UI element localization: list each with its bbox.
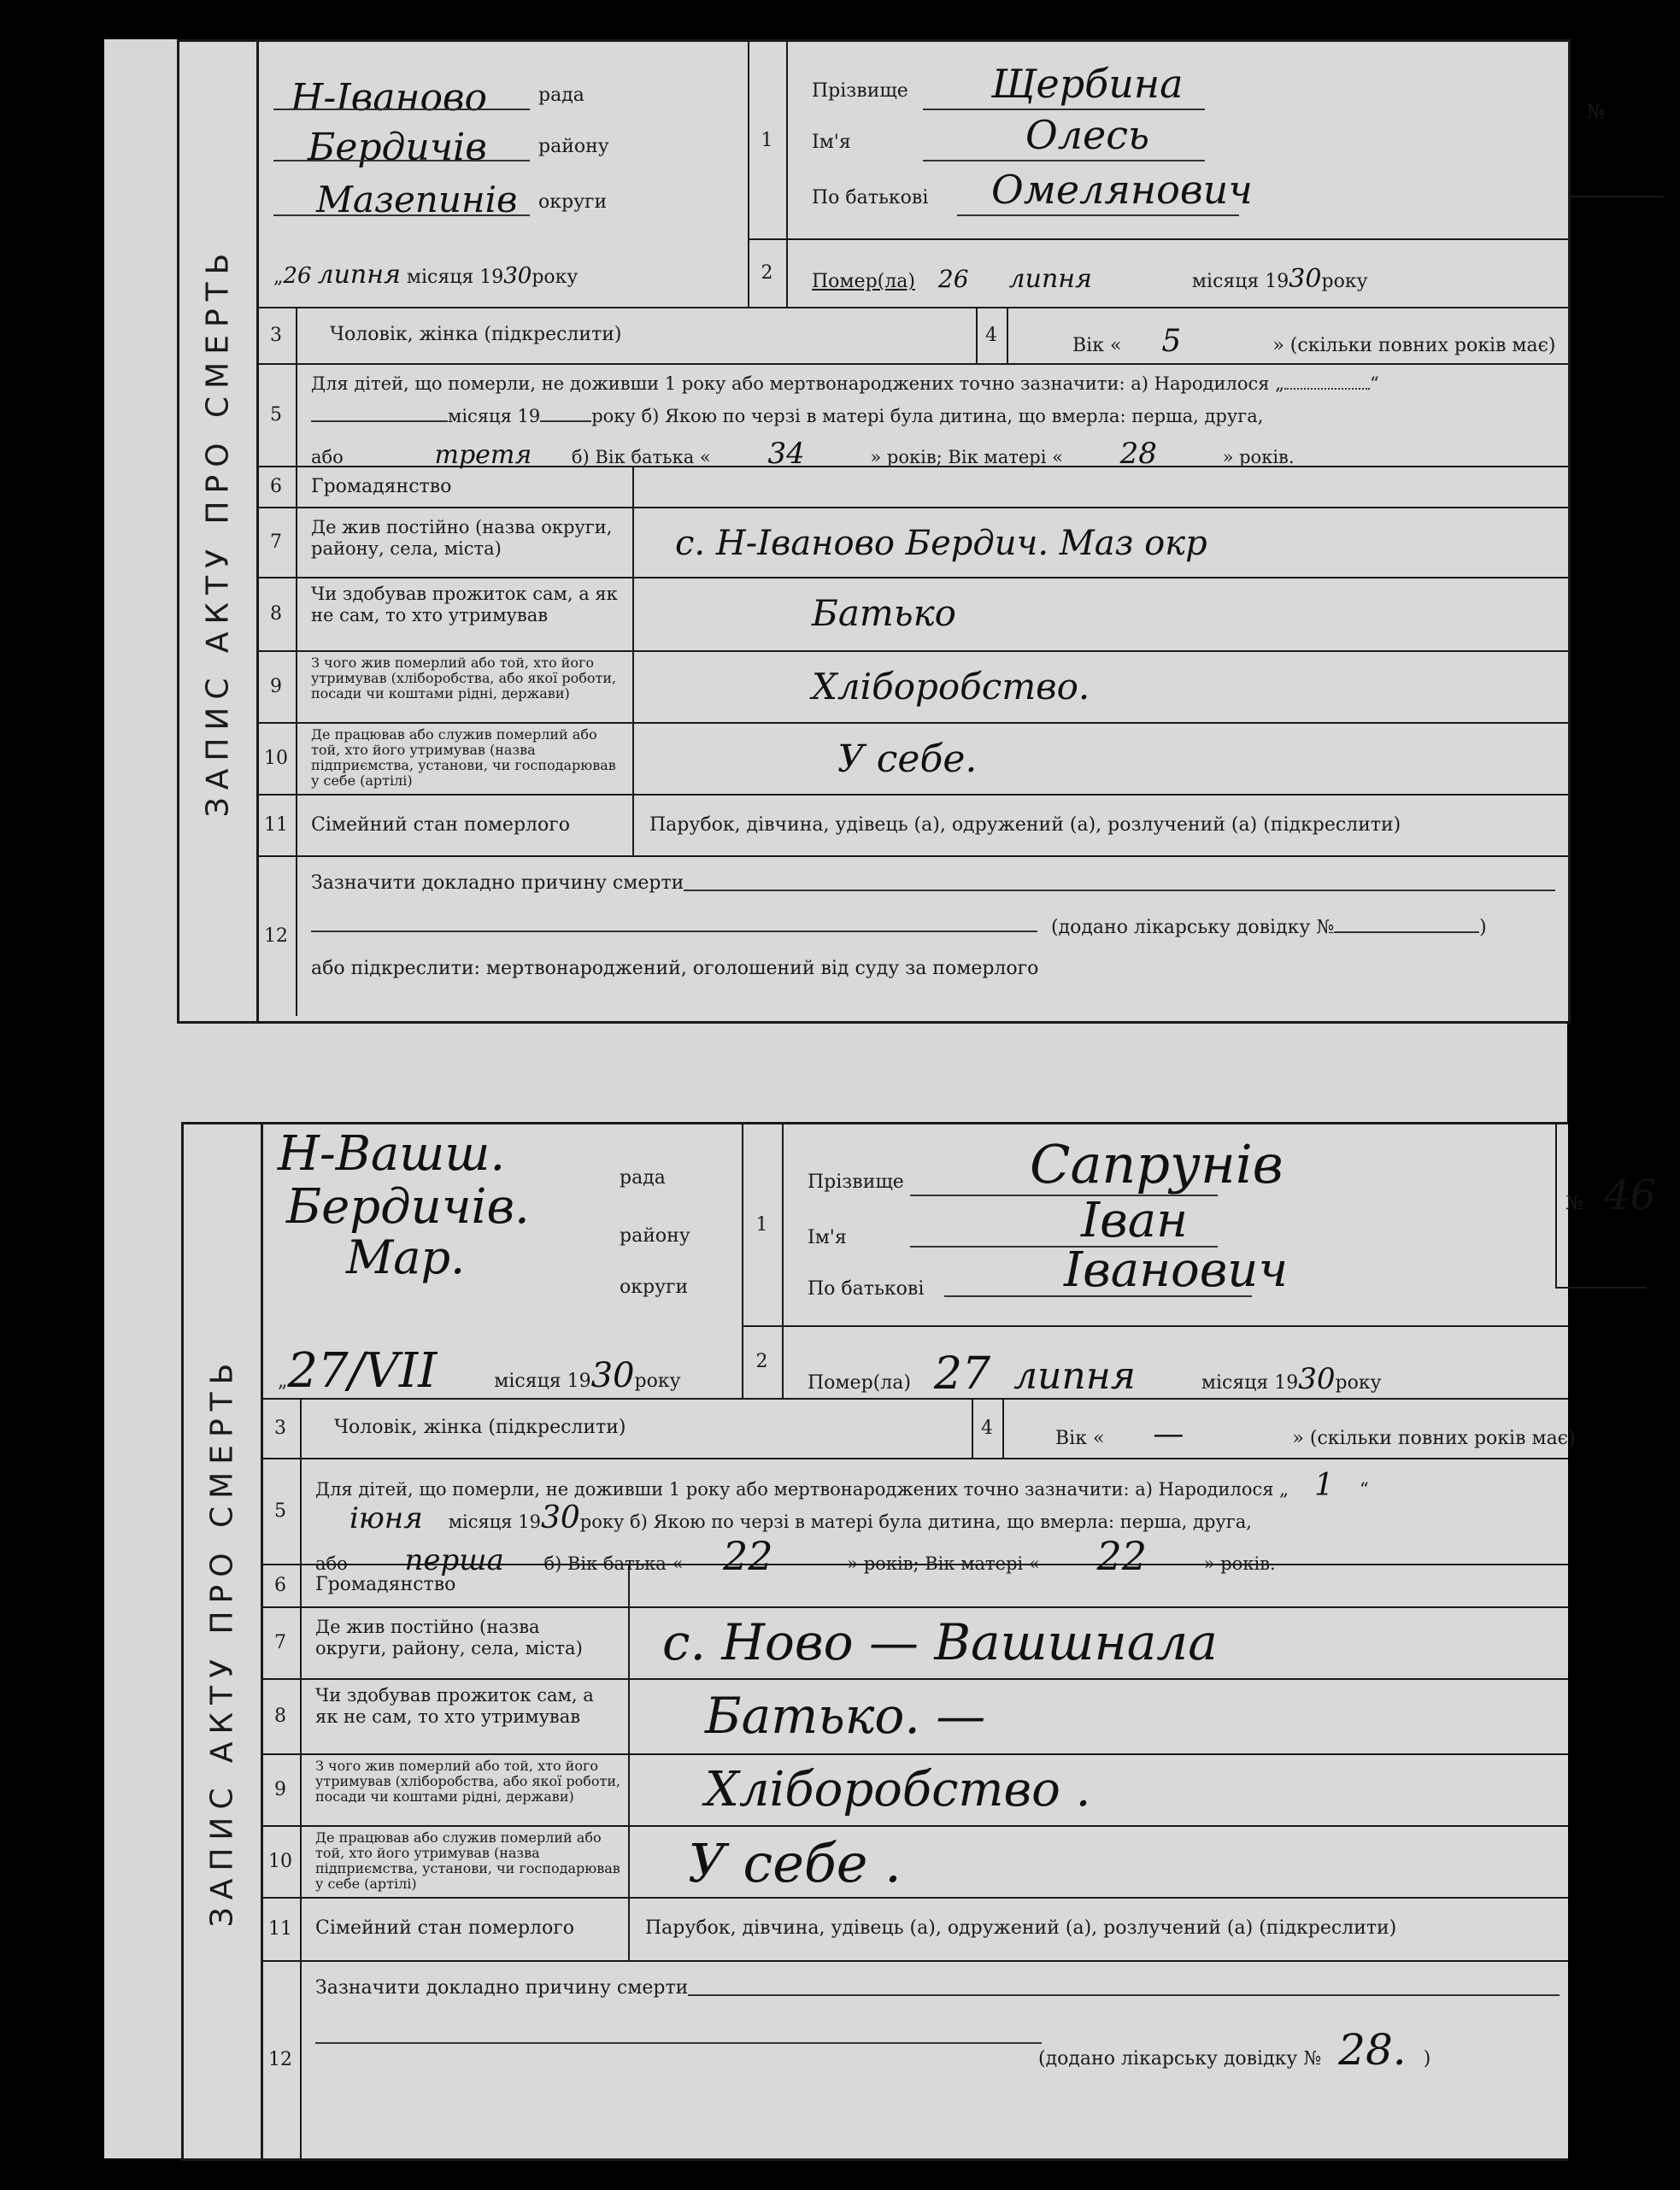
workplace-value: У себе .	[688, 1832, 902, 1894]
died-date: Помер(ла) 26 липня місяця 1930року	[812, 264, 1368, 294]
surname-label: Прізвище	[808, 1171, 904, 1193]
row-residence: 7 Де жив постійно (назва округи, району, села, міста) с. Ново — Вашшнала	[261, 1606, 1568, 1680]
side-strip	[184, 1124, 263, 2158]
raion-label: району	[538, 136, 609, 157]
side-title: ЗАПИС АКТУ ПРО СМЕРТЬ	[204, 1355, 240, 1928]
row-citizenship: 6 Громадянство	[256, 466, 1568, 508]
record-date: „27/VII місяця 1930року	[278, 1343, 681, 1399]
infant-line-2: іюня місяця 1930року б) Якою по черзі в матері була дитина, що вмерла: перша, друга,	[350, 1500, 1252, 1535]
row-infant-info: 5 Для дітей, що померли, не доживши 1 року або мертвонароджених точно зазначити: а) Народилося „ 1 “ іюня місяця 1930року б) Якою по черзі в матері була дитина, що вмерла: перша, друга, або перша б) Вік батька « 22 » років; Вік матері « 22 » років.	[261, 1458, 1568, 1565]
death-record-2	[181, 1122, 1657, 2161]
okruha-value: Мар.	[346, 1230, 466, 1284]
age-field: Вік « — » (скільки повних років має)	[1055, 1417, 1576, 1452]
okruha-label: округи	[538, 191, 608, 213]
surname-value: Сапрунів	[1030, 1133, 1283, 1195]
infant-line-1: Для дітей, що померли, не доживши 1 року або мертвонароджених точно зазначити: а) Народилося „ “	[311, 373, 1379, 394]
record-number-box: № 46	[1555, 1124, 1647, 1289]
support-value: Батько. —	[705, 1687, 986, 1745]
infant-line-3: або перша б) Вік батька « 22 » років; Вік матері « 22 » років.	[315, 1533, 1276, 1579]
sex-label: Чоловік, жінка (підкреслити)	[330, 324, 622, 345]
name-value: Олесь	[1025, 112, 1150, 158]
row-number: 2	[761, 261, 773, 284]
row-marital: 11 Сімейний стан померлого Парубок, дівчина, удівець (а), одружений (а), розлучений (а) (підкреслити)	[261, 1897, 1568, 1962]
infant-line-2: місяця 19 року б) Якою по черзі в матері була дитина, що вмерла: перша, друга,	[311, 406, 1263, 426]
age-field: Вік « 5 » (скільки повних років має)	[1072, 324, 1556, 359]
death-record-1	[177, 39, 1605, 1024]
row-support: 8 Чи здобував прожиток сам, а як не сам, то хто утримував Батько	[256, 577, 1568, 652]
row-marital: 11 Сімейний стан померлого Парубок, дівчина, удівець (а), одружений (а), розлучений (а) (підкреслити)	[256, 794, 1568, 857]
cert-number: (додано лікарську довідку № 28. )	[1038, 2025, 1431, 2075]
patronymic-value: Омелянович	[991, 167, 1253, 213]
livelihood-value: Хліборобство.	[812, 666, 1090, 707]
support-value: Батько	[812, 592, 956, 634]
infant-line-3: або третя б) Вік батька « 34 » років; Вік матері « 28 » років.	[311, 437, 1295, 471]
record-date: „26 липня місяця 1930року	[273, 260, 579, 290]
rada-value: Н-Іваново	[291, 76, 488, 120]
marital-options: Парубок, дівчина, удівець (а), одружений (а), розлучений (а) (підкреслити)	[649, 814, 1401, 836]
row-citizenship: 6 Громадянство	[261, 1564, 1568, 1608]
rada-value: Н-Вашш.	[278, 1126, 506, 1182]
row-number: 1	[748, 42, 786, 240]
workplace-value: У себе.	[837, 737, 978, 781]
rada-label: рада	[620, 1167, 666, 1189]
header-block	[261, 1124, 1657, 1400]
residence-value: с. Ново — Вашшнала	[662, 1613, 1218, 1671]
raion-label: району	[620, 1225, 690, 1247]
livelihood-value: Хліборобство .	[705, 1762, 1091, 1817]
sex-label: Чоловік, жінка (підкреслити)	[334, 1417, 626, 1438]
okruha-value: Мазепинів	[316, 179, 518, 220]
okruha-label: округи	[620, 1277, 689, 1298]
residence-value: с. Н-Іваново Бердич. Маз окр	[675, 524, 1207, 563]
row-residence: 7 Де жив постійно (назва округи, району, села, міста) с. Н-Іваново Бердич. Маз окр	[256, 507, 1568, 578]
row-cause: 12 Зазначити докладно причину смерти (додано лікарську довідку № 28. )	[261, 1960, 1568, 2158]
marital-options: Парубок, дівчина, удівець (а), одружений (а), розлучений (а) (підкреслити)	[645, 1917, 1397, 1939]
rada-label: рада	[538, 85, 584, 106]
row-sex-age: 3 Чоловік, жінка (підкреслити) 4 Вік « — » (скільки повних років має)	[261, 1398, 1568, 1459]
patronymic-label: По батькові	[812, 187, 929, 208]
row-livelihood: 9 З чого жив померлий або той, хто його утримував (хліборобства, або якої роботи, посади чи коштами рідні, держави) Хліборобство.	[256, 650, 1568, 724]
row-sex-age: 3 Чоловік, жінка (підкреслити) 4 Вік « 5 » (скільки повних років має)	[256, 307, 1568, 365]
cert-number: (додано лікарську довідку № )	[1051, 917, 1487, 938]
infant-line-1: Для дітей, що померли, не доживши 1 року або мертвонароджених точно зазначити: а) Народилося „ 1 “	[315, 1468, 1369, 1503]
died-date: Помер(ла) 27 липня місяця 1930року	[808, 1348, 1382, 1400]
name-label: Ім'я	[808, 1227, 847, 1248]
row-infant-info: 5 Для дітей, що померли, не доживши 1 року або мертвонароджених точно зазначити: а) Народилося „ “ місяця 19 року б) Якою по черзі в матері була дитина, що вмерла: перша, друга, або третя б) Вік батька « 34 » років; Вік матері « 28 » років.	[256, 363, 1568, 467]
patronymic-value: Іванович	[1064, 1242, 1289, 1298]
surname-value: Щербина	[991, 61, 1184, 107]
raion-value: Бердичів	[308, 126, 487, 169]
header-block	[256, 42, 1605, 308]
row-cause: 12 Зазначити докладно причину смерти (додано лікарську довідку № ) або підкреслити: мертвонароджений, оголошений від суду за померлого	[256, 855, 1568, 1016]
row-workplace: 10 Де працював або служив померлий або той, хто його утримував (назва підприємства, установи, чи господарював у себе (артілі) У себе.	[256, 722, 1568, 796]
name-label: Ім'я	[812, 132, 851, 153]
row-number: 1	[742, 1124, 782, 1327]
side-strip	[179, 42, 259, 1021]
patronymic-label: По батькові	[808, 1278, 925, 1300]
raion-value: Бердичів.	[286, 1179, 530, 1235]
row-workplace: 10 Де працював або служив померлий або той, хто його утримував (назва підприємства, установи, чи господарював у себе (артілі) У себе .	[261, 1825, 1568, 1899]
record-number-box: №	[1568, 42, 1664, 197]
row-livelihood: 9 З чого жив померлий або той, хто його утримував (хліборобства, або якої роботи, посади чи коштами рідні, держави) Хліборобство .	[261, 1753, 1568, 1827]
row-number: 2	[755, 1351, 768, 1372]
row-support: 8 Чи здобував прожиток сам, а як не сам, то хто утримував Батько. —	[261, 1678, 1568, 1755]
side-title: ЗАПИС АКТУ ПРО СМЕРТЬ	[200, 245, 236, 818]
surname-label: Прізвище	[812, 80, 908, 102]
document-page	[104, 39, 1657, 2158]
name-value: Іван	[1081, 1193, 1188, 1248]
